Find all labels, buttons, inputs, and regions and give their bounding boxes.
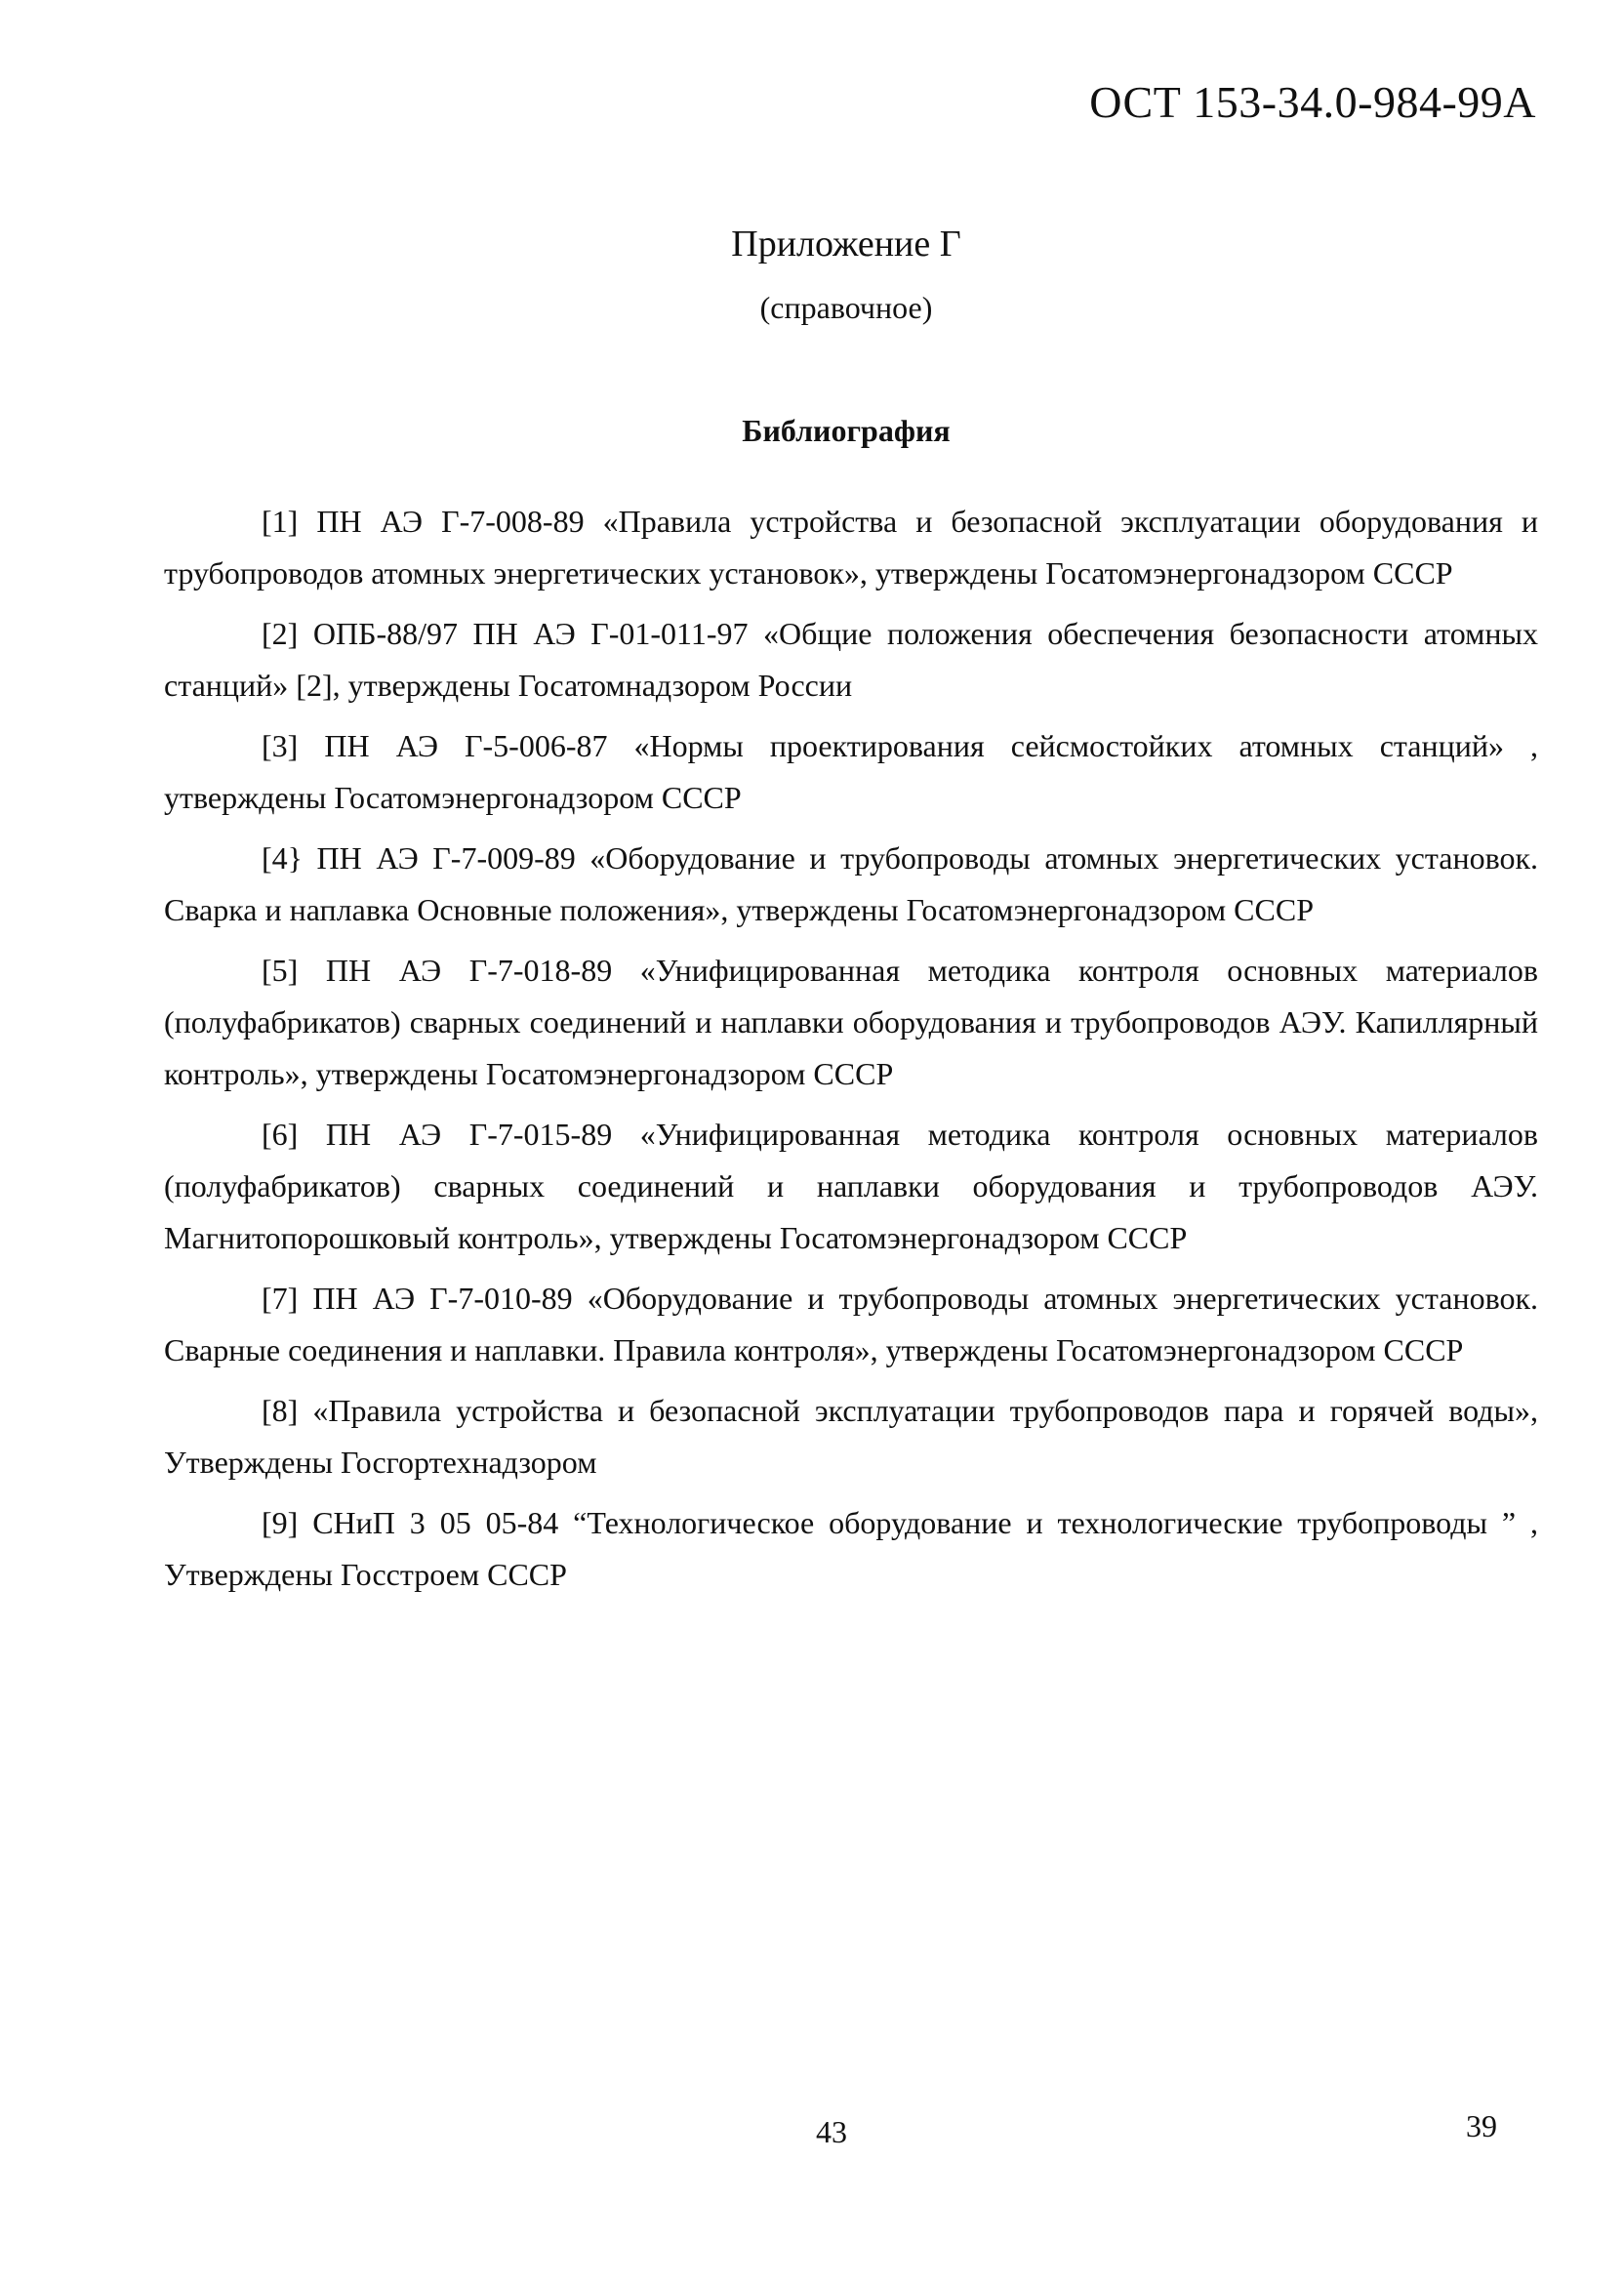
reference-item: [4} ПН АЭ Г-7-009-89 «Оборудование и трубопроводы атомных энергетических установок. Сварка и наплавка Основные положения», утверждены Госатомэнергонадзором СССР [164, 840, 1538, 927]
bibliography-list [164, 496, 1538, 1610]
reference-item: [3] ПН АЭ Г-5-006-87 «Нормы проектирования сейсмостойких атомных станций» , утверждены Госатомэнергонадзором СССР [164, 728, 1538, 815]
document-code: ОСТ 153-34.0-984-99А [1089, 77, 1536, 127]
reference-item: [7] ПН АЭ Г-7-010-89 «Оборудование и трубопроводы атомных энергетических установок. Сварные соединения и наплавки. Правила контроля», утверждены Госатомэнергонадзором СССР [164, 1281, 1538, 1367]
bibliography-heading: Библиография [742, 413, 951, 448]
page-number-center: 43 [816, 2114, 847, 2149]
reference-item: [9] СНиП 3 05 05-84 “Технологическое оборудование и технологические трубопроводы ” , Утверждены Госстроем СССР [164, 1505, 1538, 1592]
reference-item: [5] ПН АЭ Г-7-018-89 «Унифицированная методика контроля основных материалов (полуфабрикатов) сварных соединений и наплавки оборудования и трубопроводов АЭУ. Капиллярный контроль», утверждены Госатомэнергонадзором СССР [164, 953, 1538, 1091]
appendix-subtitle: (справочное) [759, 290, 933, 325]
appendix-title: Приложение Г [731, 224, 961, 265]
reference-item: [8] «Правила устройства и безопасной эксплуатации трубопроводов пара и горячей воды», Утверждены Госгортехнадзором [164, 1393, 1538, 1480]
page-number-right: 39 [1466, 2108, 1497, 2143]
reference-item: [6] ПН АЭ Г-7-015-89 «Унифицированная методика контроля основных материалов (полуфабрикатов) сварных соединений и наплавки оборудования и трубопроводов АЭУ. Магнитопорошковый контроль», утверждены Госатомэнергонадзором СССР [164, 1117, 1538, 1255]
reference-item: [2] ОПБ-88/97 ПН АЭ Г-01-011-97 «Общие положения обеспечения безопасности атомных станций» [2], утверждены Госатомнадзором России [164, 616, 1538, 703]
reference-item: [1] ПН АЭ Г-7-008-89 «Правила устройства и безопасной эксплуатации оборудования и трубопроводов атомных энергетических установок», утверждены Госатомэнергонадзором СССР [164, 504, 1538, 591]
